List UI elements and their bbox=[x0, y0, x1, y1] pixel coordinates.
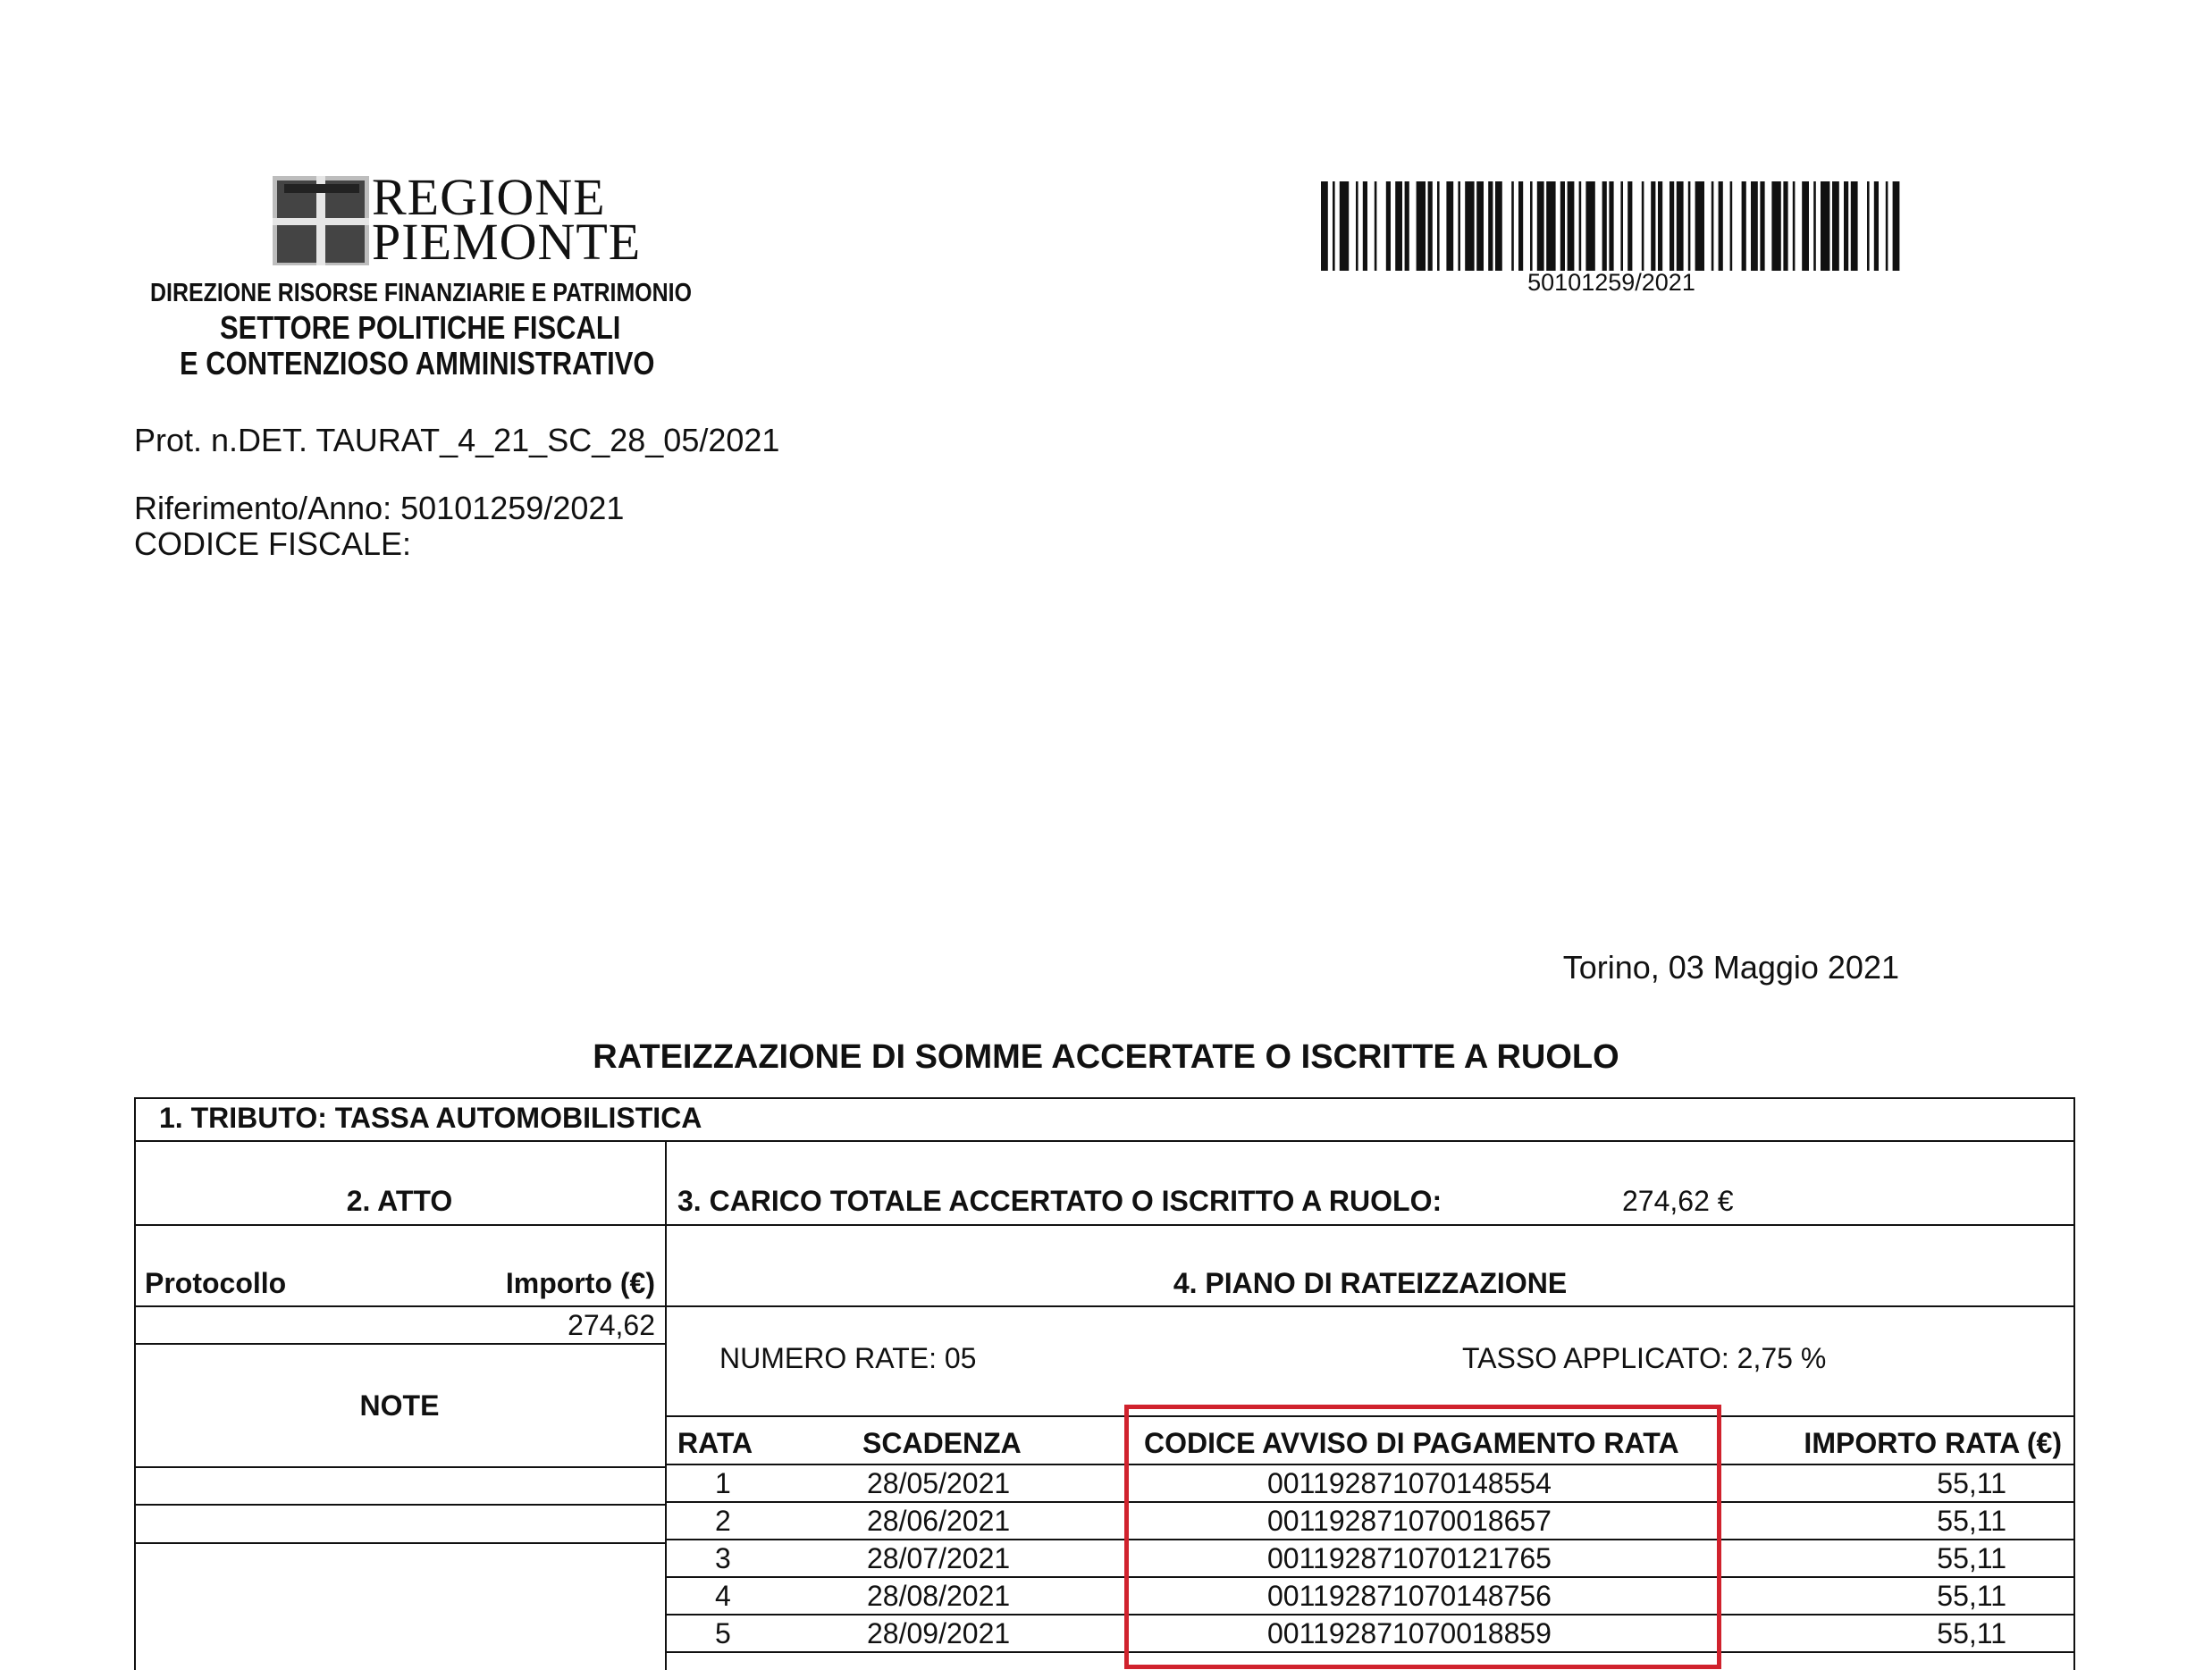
line-below-protocollo bbox=[134, 1305, 665, 1307]
barcode bbox=[1321, 181, 1902, 271]
carico-label: 3. CARICO TOTALE ACCERTATO O ISCRITTO A RUOLO: bbox=[677, 1185, 1442, 1217]
barcode-bar bbox=[1609, 181, 1613, 271]
highlight-box-codice bbox=[1124, 1405, 1721, 1669]
line-below-tributo bbox=[134, 1140, 2075, 1142]
barcode-bar bbox=[1730, 181, 1733, 271]
row-importo: 55,11 bbox=[1937, 1542, 2006, 1574]
barcode-bar bbox=[1340, 181, 1349, 271]
row-importo: 55,11 bbox=[1937, 1580, 2006, 1612]
table-border-top bbox=[134, 1097, 2075, 1099]
barcode-bar bbox=[1712, 181, 1714, 271]
barcode-bar bbox=[1428, 181, 1433, 271]
document-title: RATEIZZAZIONE DI SOMME ACCERTATE O ISCRITTE A RUOLO bbox=[593, 1038, 1619, 1076]
barcode-bar bbox=[1333, 181, 1335, 271]
barcode-number: 50101259/2021 bbox=[1527, 269, 1695, 296]
line-left-b bbox=[134, 1542, 665, 1544]
row-rata: 3 bbox=[715, 1542, 731, 1574]
row-rata: 5 bbox=[715, 1617, 731, 1649]
row-rata: 1 bbox=[715, 1467, 731, 1499]
barcode-bar bbox=[1568, 181, 1575, 271]
row-codice: 001192871070121765 bbox=[1267, 1542, 1552, 1574]
barcode-bar bbox=[1417, 181, 1426, 271]
barcode-bar bbox=[1458, 181, 1460, 271]
barcode-bar bbox=[1719, 181, 1723, 271]
barcode-bar bbox=[1363, 181, 1367, 271]
barcode-bar bbox=[1821, 181, 1829, 271]
barcode-bar bbox=[1488, 181, 1493, 271]
barcode-bar bbox=[1627, 181, 1632, 271]
barcode-bar bbox=[1783, 181, 1787, 271]
column-header-codice: CODICE AVVISO DI PAGAMENTO RATA bbox=[1144, 1427, 1679, 1459]
barcode-bar bbox=[1813, 181, 1816, 271]
barcode-bar bbox=[1874, 181, 1879, 271]
barcode-bar bbox=[1832, 181, 1839, 271]
barcode-bar bbox=[1793, 181, 1796, 271]
barcode-bar bbox=[1495, 181, 1502, 271]
barcode-bar bbox=[1751, 181, 1758, 271]
column-header-rata: RATA bbox=[677, 1427, 753, 1459]
protocollo-label: Protocollo bbox=[145, 1267, 287, 1299]
line-below-note bbox=[134, 1466, 665, 1468]
row-codice: 001192871070148554 bbox=[1267, 1467, 1552, 1499]
column-header-scadenza: SCADENZA bbox=[862, 1427, 1022, 1459]
barcode-bar bbox=[1844, 181, 1848, 271]
barcode-bar bbox=[1688, 181, 1691, 271]
barcode-bar bbox=[1546, 181, 1555, 271]
line-below-piano bbox=[665, 1305, 2075, 1307]
barcode-bar bbox=[1742, 181, 1746, 271]
settore-line2: E CONTENZIOSO AMMINISTRATIVO bbox=[180, 345, 655, 382]
column-divider-main bbox=[665, 1140, 667, 1670]
barcode-bar bbox=[1695, 181, 1704, 271]
barcode-bar bbox=[1677, 181, 1684, 271]
codice-fiscale-label: CODICE FISCALE: bbox=[134, 525, 412, 562]
riferimento-anno: Riferimento/Anno: 50101259/2021 bbox=[134, 490, 625, 526]
logo-square-br bbox=[325, 225, 365, 263]
carico-value: 274,62 € bbox=[1622, 1185, 1734, 1217]
barcode-bar bbox=[1405, 181, 1409, 271]
table-border-right bbox=[2073, 1097, 2075, 1670]
barcode-bar bbox=[1476, 181, 1484, 271]
line-left-a bbox=[134, 1504, 665, 1506]
table-border-left bbox=[134, 1097, 136, 1670]
line-below-atto bbox=[134, 1224, 2075, 1226]
barcode-bar bbox=[1771, 181, 1780, 271]
row-codice: 001192871070148756 bbox=[1267, 1580, 1552, 1612]
barcode-bar bbox=[1851, 181, 1858, 271]
barcode-bar bbox=[1893, 181, 1900, 271]
logo-mark-top bbox=[284, 184, 359, 193]
importo-value: 274,62 bbox=[568, 1309, 655, 1341]
barcode-bar bbox=[1511, 181, 1514, 271]
barcode-bar bbox=[1395, 181, 1402, 271]
barcode-bar bbox=[1537, 181, 1544, 271]
row-scadenza: 28/05/2021 bbox=[867, 1467, 1011, 1499]
logo-square-bl bbox=[277, 225, 316, 263]
importo-label: Importo (€) bbox=[505, 1267, 655, 1299]
barcode-bar bbox=[1437, 181, 1440, 271]
barcode-bar bbox=[1620, 181, 1623, 271]
row-importo: 55,11 bbox=[1937, 1467, 2006, 1499]
row-importo: 55,11 bbox=[1937, 1505, 2006, 1537]
barcode-bar bbox=[1465, 181, 1474, 271]
barcode-bar bbox=[1579, 181, 1582, 271]
row-scadenza: 28/06/2021 bbox=[867, 1505, 1011, 1537]
row-codice: 001192871070018859 bbox=[1267, 1617, 1552, 1649]
column-header-importo: IMPORTO RATA (€) bbox=[1804, 1427, 2062, 1459]
barcode-bar bbox=[1670, 181, 1674, 271]
settore-line1: SETTORE POLITICHE FISCALI bbox=[220, 309, 621, 346]
atto-label: 2. ATTO bbox=[346, 1185, 453, 1217]
barcode-bar bbox=[1658, 181, 1662, 271]
document-date: Torino, 03 Maggio 2021 bbox=[1562, 949, 1899, 986]
numero-rate: NUMERO RATE: 05 bbox=[719, 1342, 977, 1374]
piano-label: 4. PIANO DI RATEIZZAZIONE bbox=[1173, 1267, 1568, 1299]
logo-text-piemonte: PIEMONTE bbox=[372, 213, 642, 271]
barcode-bar bbox=[1602, 181, 1607, 271]
row-scadenza: 28/07/2021 bbox=[867, 1542, 1011, 1574]
tributo-label: 1. TRIBUTO: TASSA AUTOMOBILISTICA bbox=[159, 1102, 702, 1134]
barcode-bar bbox=[1760, 181, 1764, 271]
barcode-bar bbox=[1642, 181, 1644, 271]
row-rata: 4 bbox=[715, 1580, 731, 1612]
row-scadenza: 28/08/2021 bbox=[867, 1580, 1011, 1612]
barcode-bar bbox=[1867, 181, 1870, 271]
barcode-bar bbox=[1518, 181, 1523, 271]
barcode-bar bbox=[1375, 181, 1377, 271]
note-label: NOTE bbox=[359, 1389, 440, 1422]
row-codice: 001192871070018657 bbox=[1267, 1505, 1552, 1537]
tasso-applicato: TASSO APPLICATO: 2,75 % bbox=[1462, 1342, 1827, 1374]
row-scadenza: 28/09/2021 bbox=[867, 1617, 1011, 1649]
direzione-label: DIREZIONE RISORSE FINANZIARIE E PATRIMONIO bbox=[150, 279, 692, 307]
row-rata: 2 bbox=[715, 1505, 731, 1537]
barcode-bar bbox=[1356, 181, 1358, 271]
line-below-importo bbox=[134, 1343, 665, 1345]
barcode-bar bbox=[1386, 181, 1391, 271]
barcode-bar bbox=[1530, 181, 1533, 271]
barcode-bar bbox=[1560, 181, 1565, 271]
barcode-bar bbox=[1651, 181, 1655, 271]
barcode-bar bbox=[1321, 181, 1328, 271]
barcode-bar bbox=[1585, 181, 1594, 271]
row-importo: 55,11 bbox=[1937, 1617, 2006, 1649]
barcode-bar bbox=[1446, 181, 1453, 271]
barcode-bar bbox=[1886, 181, 1888, 271]
barcode-bar bbox=[1802, 181, 1809, 271]
logo-text-regione: REGIONE bbox=[372, 168, 606, 226]
protocol-number: Prot. n.DET. TAURAT_4_21_SC_28_05/2021 bbox=[134, 422, 780, 458]
